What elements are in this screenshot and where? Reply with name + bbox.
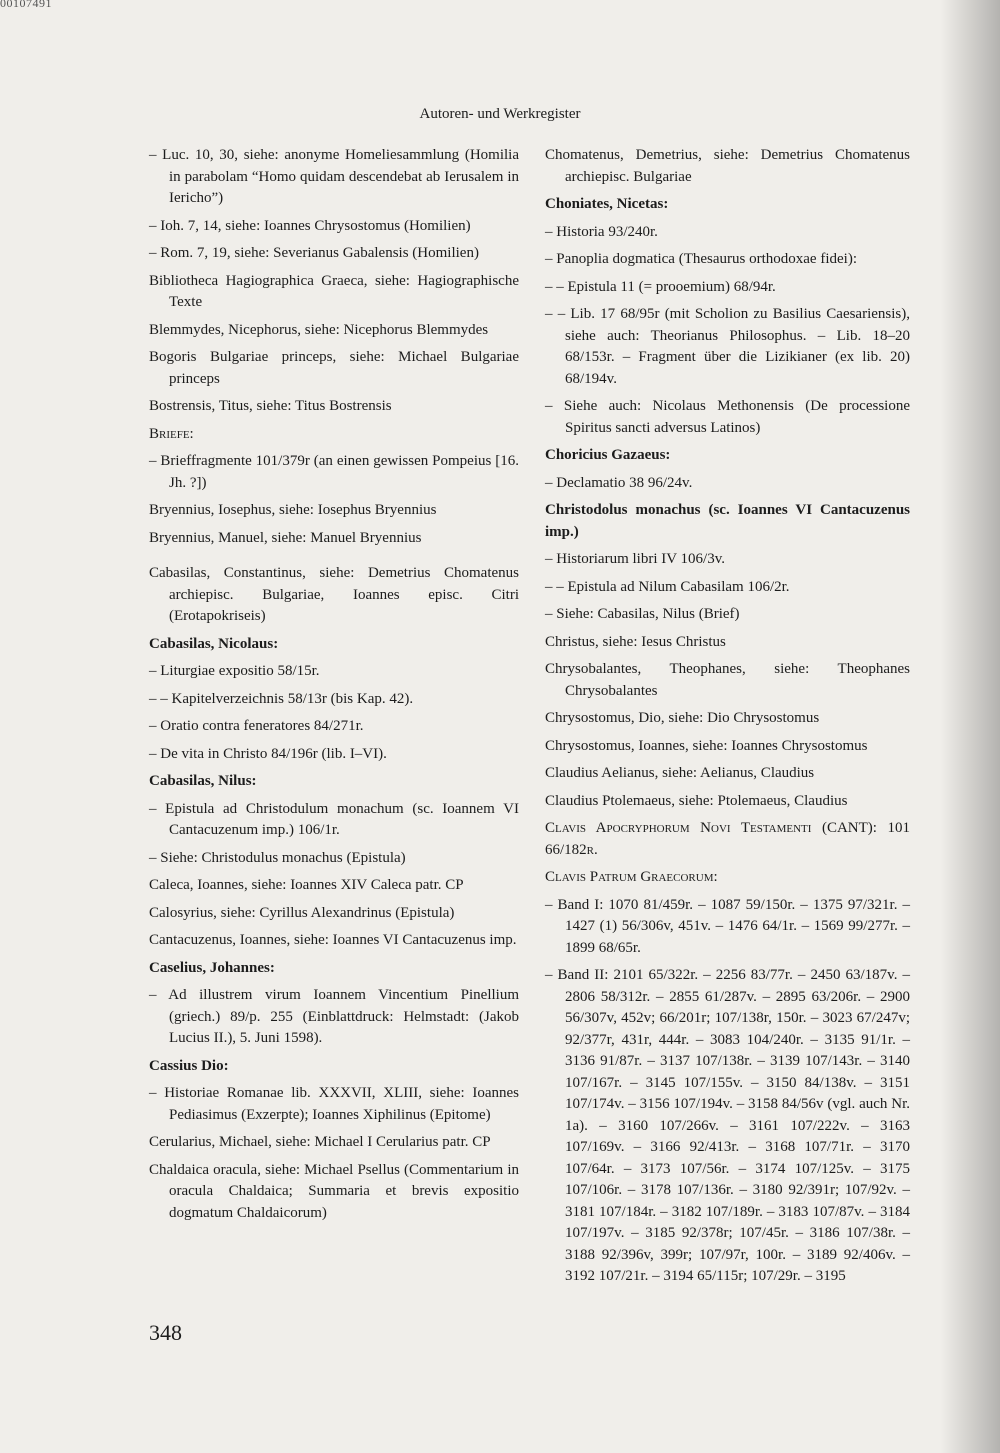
page-number: 348: [149, 1320, 182, 1345]
index-entry: Cabasilas, Nilus:: [149, 773, 257, 789]
index-entry: Christodolus monachus (sc. Ioannes VI Cantacuzenus imp.): [545, 502, 910, 540]
index-entry: – Declamatio 38 96/24v.: [545, 474, 693, 491]
index-entry: – Oratio contra feneratores 84/271r.: [149, 718, 364, 734]
index-entry: – Historia 93/240r.: [545, 223, 658, 240]
left-column: [149, 145, 519, 1230]
index-entry: – Band I: 1070 81/459r. – 1087 59/150r. – 1375 97/321r. – 1427 (1) 56/306v, 451v. – 1476 64/1r. – 1569 99/277r. – 1899 68/65r.: [545, 896, 910, 956]
index-entry: – Panoplia dogmatica (Thesaurus orthodoxae fidei):: [545, 251, 857, 267]
index-entry: – Band II: 2101 65/322r. – 2256 83/77r. – 2450 63/187v. – 2806 58/312r. – 2855 61/287v. – 2895 63/206r. – 2900 56/307v, 452v; 66/201r; 107/138r, 150r. – 3023 67/247v; 92/377r, 431r, 444r. – 3083 104/240r. – 3135 91/1r. – 3136 91/87r. – 3137 107/138r. – 3139 107/143r. – 3140 107/167r. – 3145 107/155v. – 3150 84/138v. – 3151 107/174v. – 3156 107/194v. – 3158 84/56v (vgl. auch Nr. 1a). – 3160 107/266v. – 3161 107/222v. – 3163 107/169v. – 3166 92/413r. – 3168 107/71r. – 3170 107/64r. – 3173 107/56r. – 3174 107/125v. – 3175 107/106r. – 3178 107/136r. – 3180 92/391r; 107/92v. – 3181 107/184r. – 3182 107/189r. – 3183 107/87v. – 3184 107/197v. – 3185 92/378r; 107/45r. – 3186 107/38r. – 3188 92/396v, 399r; 107/97r, 100r. – 3189 92/406v. – 3192 107/21r. – 3194 65/115r; 107/29r. – 3195: [545, 967, 910, 1284]
index-entry: – Historiae Romanae lib. XXXVII, XLIII, siehe: Ioannes Pediasimus (Exzerpte); Ioannes Xiphilinus (Epitome): [149, 1085, 519, 1123]
index-entry: Christus, siehe: Iesus Christus: [545, 633, 726, 650]
index-entry: Bogoris Bulgariae princeps, siehe: Michael Bulgariae princeps: [149, 349, 519, 387]
index-entry: – – Epistula ad Nilum Cabasilam 106/2r.: [545, 578, 790, 595]
index-entry: – Ad illustrem virum Ioannem Vincentium Pinellium (griech.) 89/p. 255 (Einblattdruck: Helmstadt: (Jakob Lucius II.), 5. Juni 1598).: [149, 987, 519, 1046]
index-entry: – – Lib. 17 68/95r (mit Scholion zu Basilius Caesariensis), siehe auch: Theorianus Philosophus. – Lib. 18–20 68/153r. – Fragment über die Lizikianer (ex lib. 20) 68/194v.: [545, 306, 910, 387]
running-head: Autoren- und Werkregister: [419, 106, 581, 122]
page-id: 00107491: [0, 0, 52, 10]
index-entry: – Liturgiae expositio 58/15r.: [149, 663, 320, 679]
index-entry: Clavis Apocryphorum Novi Testamenti (CANT): 101 66/182r.: [545, 820, 910, 858]
index-entry: Bryennius, Iosephus, siehe: Iosephus Bryennius: [149, 502, 437, 518]
index-entry: – Siehe auch: Nicolaus Methonensis (De processione Spiritus sancti adversus Latinos): [545, 398, 910, 436]
index-entry: – Luc. 10, 30, siehe: anonyme Homeliesammlung (Homilia in parabolam “Homo quidam descendebat ab Ierusalem in Iericho”): [149, 147, 519, 206]
binding-shadow: [940, 0, 1000, 1453]
index-entry: – Epistula ad Christodulum monachum (sc. Ioannem VI Cantacuzenum imp.) 106/1r.: [149, 800, 519, 838]
index-entry: Cabasilas, Constantinus, siehe: Demetrius Chomatenus archiepisc. Bulgariae, Ioannes episc. Citri (Erotapokriseis): [149, 565, 519, 624]
index-entry: Caleca, Ioannes, siehe: Ioannes XIV Caleca patr. CP: [149, 877, 464, 893]
index-entry: Chrysobalantes, Theophanes, siehe: Theophanes Chrysobalantes: [545, 661, 910, 699]
index-entry: – Brieffragmente 101/379r (an einen gewissen Pompeius [16. Jh. ?]): [149, 453, 519, 491]
index-entry: Choniates, Nicetas:: [545, 196, 669, 212]
index-entry: Claudius Aelianus, siehe: Aelianus, Claudius: [545, 765, 815, 781]
index-entry: – Rom. 7, 19, siehe: Severianus Gabalensis (Homilien): [149, 245, 479, 261]
index-entry: Cabasilas, Nicolaus:: [149, 635, 279, 652]
index-entry: Cantacuzenus, Ioannes, siehe: Ioannes VI Cantacuzenus imp.: [149, 932, 517, 948]
index-entry: Blemmydes, Nicephorus, siehe: Nicephorus Blemmydes: [149, 321, 489, 338]
index-entry: Chrysostomus, Dio, siehe: Dio Chrysostomus: [545, 710, 820, 726]
index-entry: – Ioh. 7, 14, siehe: Ioannes Chrysostomus (Homilien): [149, 217, 471, 234]
index-entry: Bostrensis, Titus, siehe: Titus Bostrensis: [149, 398, 392, 414]
index-entry: Claudius Ptolemaeus, siehe: Ptolemaeus, Claudius: [545, 792, 848, 809]
right-column: [545, 145, 910, 1294]
index-entry: Cerularius, Michael, siehe: Michael I Cerularius patr. CP: [149, 1134, 491, 1150]
index-entry: Chrysostomus, Ioannes, siehe: Ioannes Chrysostomus: [545, 737, 868, 754]
index-entry: Chomatenus, Demetrius, siehe: Demetrius Chomatenus archiepisc. Bulgariae: [545, 147, 910, 185]
index-entry: Chaldaica oracula, siehe: Michael Psellus (Commentarium in oracula Chaldaica; Summaria et brevis expositio dogmatum Chaldaicorum): [149, 1161, 519, 1221]
index-entry: Caselius, Johannes:: [149, 959, 275, 976]
index-entry: Bryennius, Manuel, siehe: Manuel Bryennius: [149, 529, 422, 546]
index-entry: Briefe:: [149, 425, 194, 442]
index-entry: – Siehe: Cabasilas, Nilus (Brief): [545, 606, 740, 622]
index-entry: Clavis Patrum Graecorum:: [545, 869, 718, 885]
index-entry: Cassius Dio:: [149, 1057, 229, 1074]
index-entry: – Siehe: Christodulus monachus (Epistula): [149, 849, 406, 866]
index-entry: – De vita in Christo 84/196r (lib. I–VI).: [149, 745, 387, 762]
index-entry: – – Epistula 11 (= prooemium) 68/94r.: [545, 278, 776, 295]
index-entry: Calosyrius, siehe: Cyrillus Alexandrinus (Epistula): [149, 904, 455, 921]
index-entry: Bibliotheca Hagiographica Graeca, siehe: Hagiographische Texte: [149, 272, 519, 310]
index-entry: Choricius Gazaeus:: [545, 447, 671, 463]
index-entry: – Historiarum libri IV 106/3v.: [545, 551, 725, 567]
index-entry: – – Kapitelverzeichnis 58/13r (bis Kap. 42).: [149, 690, 414, 707]
